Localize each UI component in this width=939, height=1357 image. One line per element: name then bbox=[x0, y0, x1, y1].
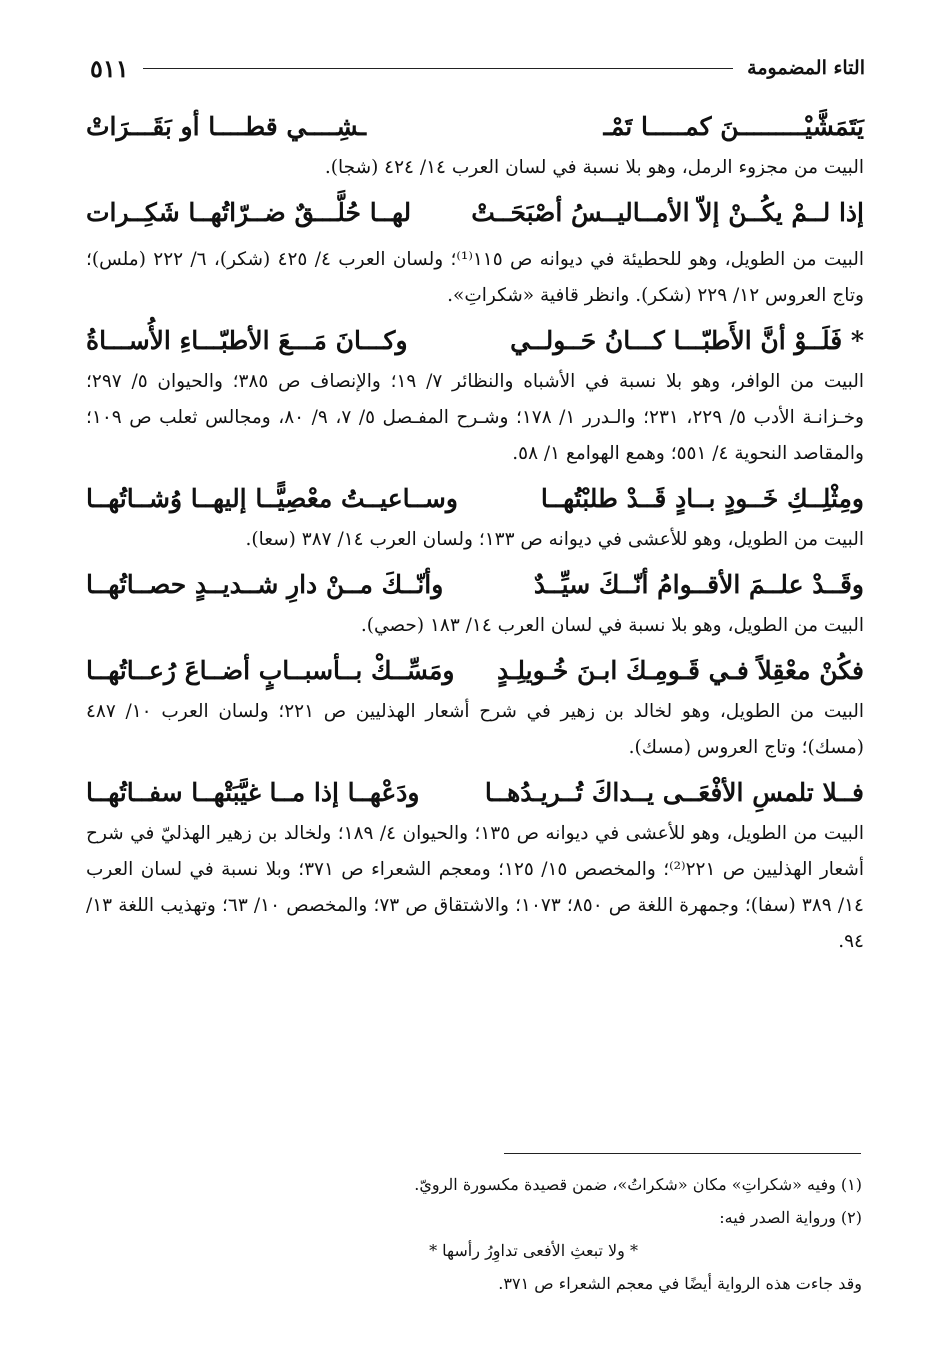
footnotes bbox=[90, 1168, 862, 1300]
verse-second-hemistich: وكـــانَ مَـــعَ الأطبّـــاءِ الأُســـاةُ bbox=[86, 326, 408, 355]
verse-first-hemistich: إذا لــمْ يكُــنْ إلاّ الأمــاليــسُ أصْبَحَــتْ bbox=[471, 198, 864, 227]
verse-first-hemistich: ومِثْلِــكِ خَــودٍ بــادٍ قَــدْ طلبْتُهــا bbox=[540, 484, 864, 513]
verse-line bbox=[86, 190, 864, 236]
page-number: ٥١١ bbox=[90, 53, 129, 83]
verse-commentary: البيت من الطويل، وهو للحطيئة في ديوانه ص ١١٥⁽¹⁾؛ ولسان العرب ٤/ ٤٢٥ (شكر)، ٦/ ٢٢٢ (ملس)؛ وتاج العروس ١٢/ ٢٢٩ (شكر). وانظر قافية «شكراتِ». bbox=[86, 249, 864, 306]
verse-line bbox=[86, 770, 864, 816]
running-title: التاء المضمومة bbox=[747, 57, 865, 79]
verse-line bbox=[86, 476, 864, 522]
verse-line bbox=[86, 648, 864, 694]
footnote-2-verse: * ولا تبعثِ الأفعى تداوِرُ رأسها * bbox=[429, 1241, 638, 1260]
verse-line bbox=[86, 104, 864, 150]
header-rule bbox=[143, 68, 733, 69]
verse-first-hemistich: * فَلَــوْ أنَّ الأَطبّـــا كـــانُ حَــولــي bbox=[510, 326, 864, 355]
verse-first-hemistich: فــلا تلمسِ الأفْعَــى يــداكَ تُــريـدُهــا bbox=[484, 778, 864, 807]
verse-first-hemistich: يَتَمَشَّيْـــــــــنَ كمـــــا تَمْـ bbox=[603, 112, 864, 141]
verse-commentary: البيت من الطويل، وهو لخالد بن زهير في شرح أشعار الهذليين ص ٢٢١؛ ولسان العرب ١٠/ ٤٨٧ (مسك)؛ وتاج العروس (مسك). bbox=[86, 701, 864, 758]
verse-second-hemistich: وســاعيــتُ معْصِيًّــا إليهــا وُشــاتُهــا bbox=[86, 484, 458, 513]
verse-commentary: البيت من الطويل، وهو للأعشى في ديوانه ص ١٣٣؛ ولسان العرب ١٤/ ٣٨٧ (سعا). bbox=[245, 529, 864, 550]
page-header bbox=[90, 48, 865, 88]
verse-second-hemistich: لهــا حُلَّـــقٌ ضــرّاتُهــا شَكِــرات bbox=[86, 198, 412, 227]
verse-commentary: البيت من مجزوء الرمل، وهو بلا نسبة في لسان العرب ١٤/ ٤٢٤ (شجا). bbox=[324, 157, 864, 178]
verse-second-hemistich: وأنّــكَ مــنْ دارِ شــديــدٍ حصــاتُهــا bbox=[86, 570, 444, 599]
verse-second-hemistich: ومَسِّــكْ بــأسبــابٍ أضــاعَ رُعــاتُهــا bbox=[86, 656, 455, 685]
verse-second-hemistich: ودَعْهــا إذا مــا غيَّبَتْهــا سفــاتُهــا bbox=[86, 778, 420, 807]
verse-first-hemistich: وقَــدْ علــمَ الأقــوامُ أنّــكَ سيِّــدٌ bbox=[533, 570, 864, 599]
main-text bbox=[86, 104, 864, 964]
verse-commentary: البيت من الطويل، وهو للأعشى في ديوانه ص ١٣٥؛ والحيوان ٤/ ١٨٩؛ ولخالد بن زهير الهذليّ في شرح أشعار الهذليين ص ٢٢١⁽²⁾؛ والمخصص ١٥/ ١٢٥؛ ومعجم الشعراء ص ٣٧١؛ وبلا نسبة في لسان العرب ١٤/ ٣٨٩ (سفا)؛ وجمهرة اللغة ص ٨٥٠؛ ١٠٧٣؛ والاشتقاق ص ٧٣؛ والمخصص ١٠/ ٦٣؛ وتهذيب اللغة ١٣/ ٩٤. bbox=[86, 823, 864, 952]
verse-commentary: البيت من الوافر، وهو بلا نسبة في الأشباه والنظائر ٧/ ١٩؛ والإنصاف ص ٣٨٥؛ والحيوان ٥/ ٢٩٧؛ وخـزانـة الأدب ٥/ ٢٢٩، ٢٣١؛ والـدرر ١/ ١٧٨؛ وشـرح المفـصل ٥/ ٧، ٩/ ٨٠، ومجالس ثعلب ص ١٠٩؛ والمقاصد النحوية ٤/ ٥٥١؛ وهمع الهوامع ١/ ٥٨. bbox=[86, 371, 864, 464]
footnote-1: (١) وفيه «شكراتِ» مكان «شكراتُ»، ضمن قصيدة مكسورة الرويّ. bbox=[414, 1175, 862, 1194]
footnote-2-intro: (٢) ورواية الصدر فيه: bbox=[719, 1208, 862, 1227]
verse-line bbox=[86, 318, 864, 364]
verse-line bbox=[86, 562, 864, 608]
verse-second-hemistich: ـشِــــي قطــــا أو بَقَـــرَاتْ bbox=[86, 112, 367, 141]
footnote-2-note: وقد جاءت هذه الرواية أيضًا في معجم الشعراء ص ٣٧١. bbox=[498, 1274, 862, 1293]
verse-first-hemistich: فكُنْ معْقِلاً فـي قَـومِـكَ ابـنَ خُـويلِـدٍ bbox=[496, 656, 864, 685]
footnote-separator bbox=[504, 1153, 861, 1154]
verse-commentary: البيت من الطويل، وهو بلا نسبة في لسان العرب ١٤/ ١٨٣ (حصي). bbox=[360, 615, 864, 636]
